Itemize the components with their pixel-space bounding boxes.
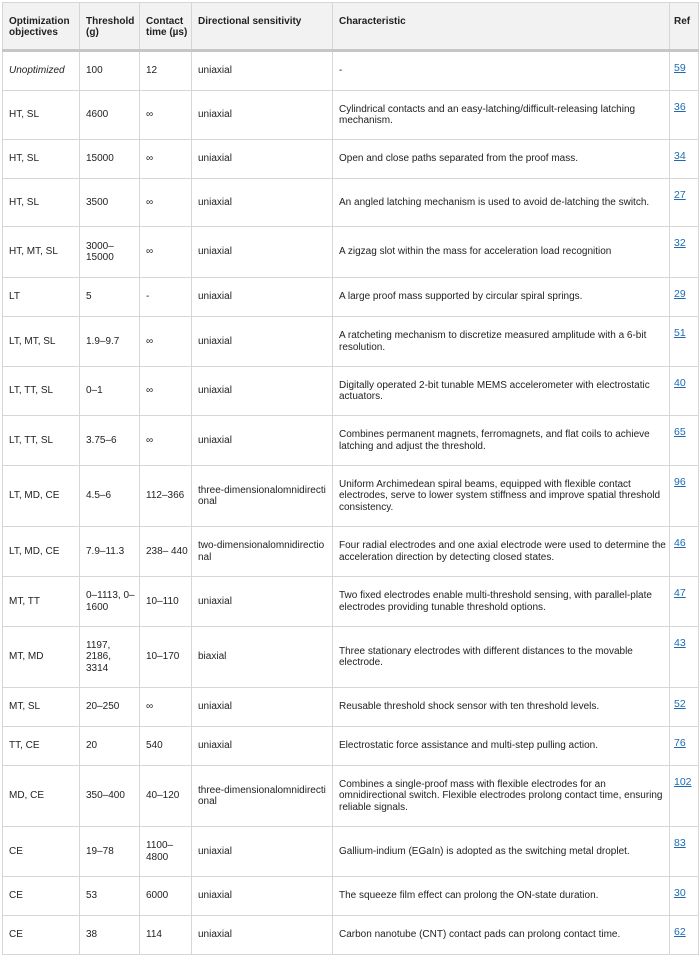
cell-ref	[670, 577, 699, 627]
cell-objectives: Unoptimized	[3, 51, 80, 91]
cell-threshold: 4.5–6	[80, 466, 140, 527]
header-ref: Ref	[670, 3, 699, 51]
table-row	[3, 688, 699, 727]
cell-contact-time: ∞	[140, 416, 192, 466]
ref-link[interactable]: 51	[674, 327, 686, 339]
table-row	[3, 51, 699, 91]
cell-direction: uniaxial	[192, 140, 333, 179]
cell-ref	[670, 416, 699, 466]
header-directional-sensitivity: Directional sensitivity	[192, 3, 333, 51]
cell-threshold: 20–250	[80, 688, 140, 727]
ref-link[interactable]: 32	[674, 237, 686, 249]
cell-ref	[670, 179, 699, 227]
cell-objectives: LT, MD, CE	[3, 466, 80, 527]
table-row	[3, 367, 699, 416]
cell-objectives: HT, SL	[3, 179, 80, 227]
cell-threshold: 0–1113, 0– 1600	[80, 577, 140, 627]
cell-ref	[670, 827, 699, 877]
ref-link[interactable]: 43	[674, 637, 686, 649]
cell-characteristic: Carbon nanotube (CNT) contact pads can prolong contact time.	[333, 916, 670, 955]
cell-ref	[670, 140, 699, 179]
cell-direction: three-dimensionalomnidirectional	[192, 766, 333, 827]
header-characteristic: Characteristic	[333, 3, 670, 51]
table-row	[3, 91, 699, 140]
cell-contact-time: 10–170	[140, 627, 192, 688]
cell-threshold: 3500	[80, 179, 140, 227]
cell-ref	[670, 91, 699, 140]
ref-link[interactable]: 52	[674, 698, 686, 710]
table-row	[3, 227, 699, 278]
table-row	[3, 627, 699, 688]
cell-contact-time: ∞	[140, 317, 192, 367]
cell-threshold: 0–1	[80, 367, 140, 416]
cell-characteristic: A ratcheting mechanism to discretize measured amplitude with a 6-bit resolution.	[333, 317, 670, 367]
cell-characteristic: The squeeze film effect can prolong the ON-state duration.	[333, 877, 670, 916]
cell-characteristic: Three stationary electrodes with different distances to the movable electrode.	[333, 627, 670, 688]
cell-ref	[670, 877, 699, 916]
cell-ref	[670, 227, 699, 278]
cell-contact-time: ∞	[140, 179, 192, 227]
cell-contact-time: ∞	[140, 688, 192, 727]
table-container	[2, 2, 698, 955]
ref-link[interactable]: 46	[674, 537, 686, 549]
table-header-row	[3, 3, 699, 51]
cell-ref	[670, 51, 699, 91]
table-row	[3, 317, 699, 367]
cell-ref	[670, 367, 699, 416]
cell-characteristic: An angled latching mechanism is used to avoid de-latching the switch.	[333, 179, 670, 227]
cell-objectives: LT, MT, SL	[3, 317, 80, 367]
cell-characteristic: Open and close paths separated from the proof mass.	[333, 140, 670, 179]
cell-objectives: MT, MD	[3, 627, 80, 688]
cell-direction: uniaxial	[192, 827, 333, 877]
cell-objectives: HT, SL	[3, 91, 80, 140]
table-row	[3, 916, 699, 955]
cell-contact-time: 40–120	[140, 766, 192, 827]
cell-direction: uniaxial	[192, 367, 333, 416]
cell-threshold: 1197, 2186, 3314	[80, 627, 140, 688]
ref-link[interactable]: 102	[674, 776, 692, 788]
cell-ref	[670, 317, 699, 367]
ref-link[interactable]: 83	[674, 837, 686, 849]
table-row	[3, 577, 699, 627]
cell-ref	[670, 627, 699, 688]
cell-contact-time: ∞	[140, 367, 192, 416]
cell-threshold: 20	[80, 727, 140, 766]
cell-direction: uniaxial	[192, 688, 333, 727]
cell-ref	[670, 527, 699, 577]
cell-characteristic: -	[333, 51, 670, 91]
cell-characteristic: Two fixed electrodes enable multi-threshold sensing, with parallel-plate electrodes providing tunable threshold options.	[333, 577, 670, 627]
cell-threshold: 38	[80, 916, 140, 955]
ref-link[interactable]: 29	[674, 288, 686, 300]
cell-contact-time: 6000	[140, 877, 192, 916]
cell-ref	[670, 766, 699, 827]
cell-characteristic: Cylindrical contacts and an easy-latching/difficult-releasing latching mechanism.	[333, 91, 670, 140]
cell-direction: biaxial	[192, 627, 333, 688]
comparison-table	[2, 2, 699, 955]
cell-direction: uniaxial	[192, 877, 333, 916]
cell-objectives: LT, MD, CE	[3, 527, 80, 577]
cell-objectives: HT, SL	[3, 140, 80, 179]
cell-objectives: MT, SL	[3, 688, 80, 727]
cell-contact-time: 1100– 4800	[140, 827, 192, 877]
cell-threshold: 350–400	[80, 766, 140, 827]
cell-objectives: HT, MT, SL	[3, 227, 80, 278]
ref-link[interactable]: 30	[674, 887, 686, 899]
ref-link[interactable]: 40	[674, 377, 686, 389]
cell-contact-time: 114	[140, 916, 192, 955]
cell-objectives: LT, TT, SL	[3, 416, 80, 466]
table-row	[3, 877, 699, 916]
table-row	[3, 827, 699, 877]
cell-threshold: 19–78	[80, 827, 140, 877]
cell-ref	[670, 727, 699, 766]
header-contact-time: Contact time (µs)	[140, 3, 192, 51]
ref-link[interactable]: 76	[674, 737, 686, 749]
cell-objectives: CE	[3, 916, 80, 955]
cell-characteristic: Combines permanent magnets, ferromagnets, and flat coils to achieve latching and adjust the threshold.	[333, 416, 670, 466]
cell-ref	[670, 466, 699, 527]
cell-ref	[670, 688, 699, 727]
cell-objectives: LT, TT, SL	[3, 367, 80, 416]
cell-characteristic: Reusable threshold shock sensor with ten threshold levels.	[333, 688, 670, 727]
ref-link[interactable]: 65	[674, 426, 686, 438]
cell-threshold: 100	[80, 51, 140, 91]
cell-objectives: CE	[3, 827, 80, 877]
header-threshold: Threshold (g)	[80, 3, 140, 51]
table-row	[3, 466, 699, 527]
cell-contact-time: ∞	[140, 91, 192, 140]
cell-direction: uniaxial	[192, 727, 333, 766]
cell-direction: uniaxial	[192, 317, 333, 367]
cell-objectives: LT	[3, 278, 80, 317]
cell-threshold: 3.75–6	[80, 416, 140, 466]
table-row	[3, 416, 699, 466]
cell-direction: uniaxial	[192, 179, 333, 227]
cell-characteristic: A large proof mass supported by circular spiral springs.	[333, 278, 670, 317]
cell-direction: uniaxial	[192, 278, 333, 317]
table-row	[3, 278, 699, 317]
cell-threshold: 7.9–11.3	[80, 527, 140, 577]
ref-link[interactable]: 62	[674, 926, 686, 938]
cell-threshold: 53	[80, 877, 140, 916]
cell-contact-time: ∞	[140, 140, 192, 179]
cell-contact-time: 238– 440	[140, 527, 192, 577]
cell-characteristic: A zigzag slot within the mass for acceleration load recognition	[333, 227, 670, 278]
cell-contact-time: -	[140, 278, 192, 317]
cell-contact-time: 112–366	[140, 466, 192, 527]
cell-characteristic: Four radial electrodes and one axial electrode were used to determine the acceleration direction by detecting closed states.	[333, 527, 670, 577]
cell-characteristic: Uniform Archimedean spiral beams, equipped with flexible contact electrodes, serve to lower system stiffness and improve spatial threshold consistency.	[333, 466, 670, 527]
cell-direction: uniaxial	[192, 51, 333, 91]
cell-direction: uniaxial	[192, 91, 333, 140]
cell-contact-time: 540	[140, 727, 192, 766]
cell-direction: three-dimensionalomnidirectional	[192, 466, 333, 527]
cell-contact-time: 10–110	[140, 577, 192, 627]
cell-ref	[670, 916, 699, 955]
cell-characteristic: Combines a single-proof mass with flexible electrodes for an omnidirectional switch. Flexible electrodes prolong contact time, ensuring reliable signals.	[333, 766, 670, 827]
ref-link[interactable]: 96	[674, 476, 686, 488]
cell-characteristic: Gallium-indium (EGaIn) is adopted as the switching metal droplet.	[333, 827, 670, 877]
ref-link[interactable]: 27	[674, 189, 686, 201]
table-row	[3, 179, 699, 227]
cell-threshold: 3000– 15000	[80, 227, 140, 278]
cell-threshold: 4600	[80, 91, 140, 140]
ref-link[interactable]: 36	[674, 101, 686, 113]
table-row	[3, 727, 699, 766]
cell-contact-time: ∞	[140, 227, 192, 278]
cell-direction: uniaxial	[192, 916, 333, 955]
ref-link[interactable]: 59	[674, 62, 686, 74]
table-row	[3, 766, 699, 827]
ref-link[interactable]: 47	[674, 587, 686, 599]
ref-link[interactable]: 34	[674, 150, 686, 162]
cell-direction: uniaxial	[192, 577, 333, 627]
cell-contact-time: 12	[140, 51, 192, 91]
cell-objectives: MT, TT	[3, 577, 80, 627]
cell-threshold: 15000	[80, 140, 140, 179]
table-row	[3, 140, 699, 179]
cell-objectives: CE	[3, 877, 80, 916]
cell-objectives: TT, CE	[3, 727, 80, 766]
cell-direction: uniaxial	[192, 227, 333, 278]
cell-ref	[670, 278, 699, 317]
cell-threshold: 5	[80, 278, 140, 317]
cell-characteristic: Digitally operated 2-bit tunable MEMS accelerometer with electrostatic actuators.	[333, 367, 670, 416]
cell-objectives: MD, CE	[3, 766, 80, 827]
cell-direction: uniaxial	[192, 416, 333, 466]
cell-direction: two-dimensionalomnidirectional	[192, 527, 333, 577]
table-row	[3, 527, 699, 577]
cell-characteristic: Electrostatic force assistance and multi-step pulling action.	[333, 727, 670, 766]
cell-threshold: 1.9–9.7	[80, 317, 140, 367]
header-objectives: Optimization objectives	[3, 3, 80, 51]
